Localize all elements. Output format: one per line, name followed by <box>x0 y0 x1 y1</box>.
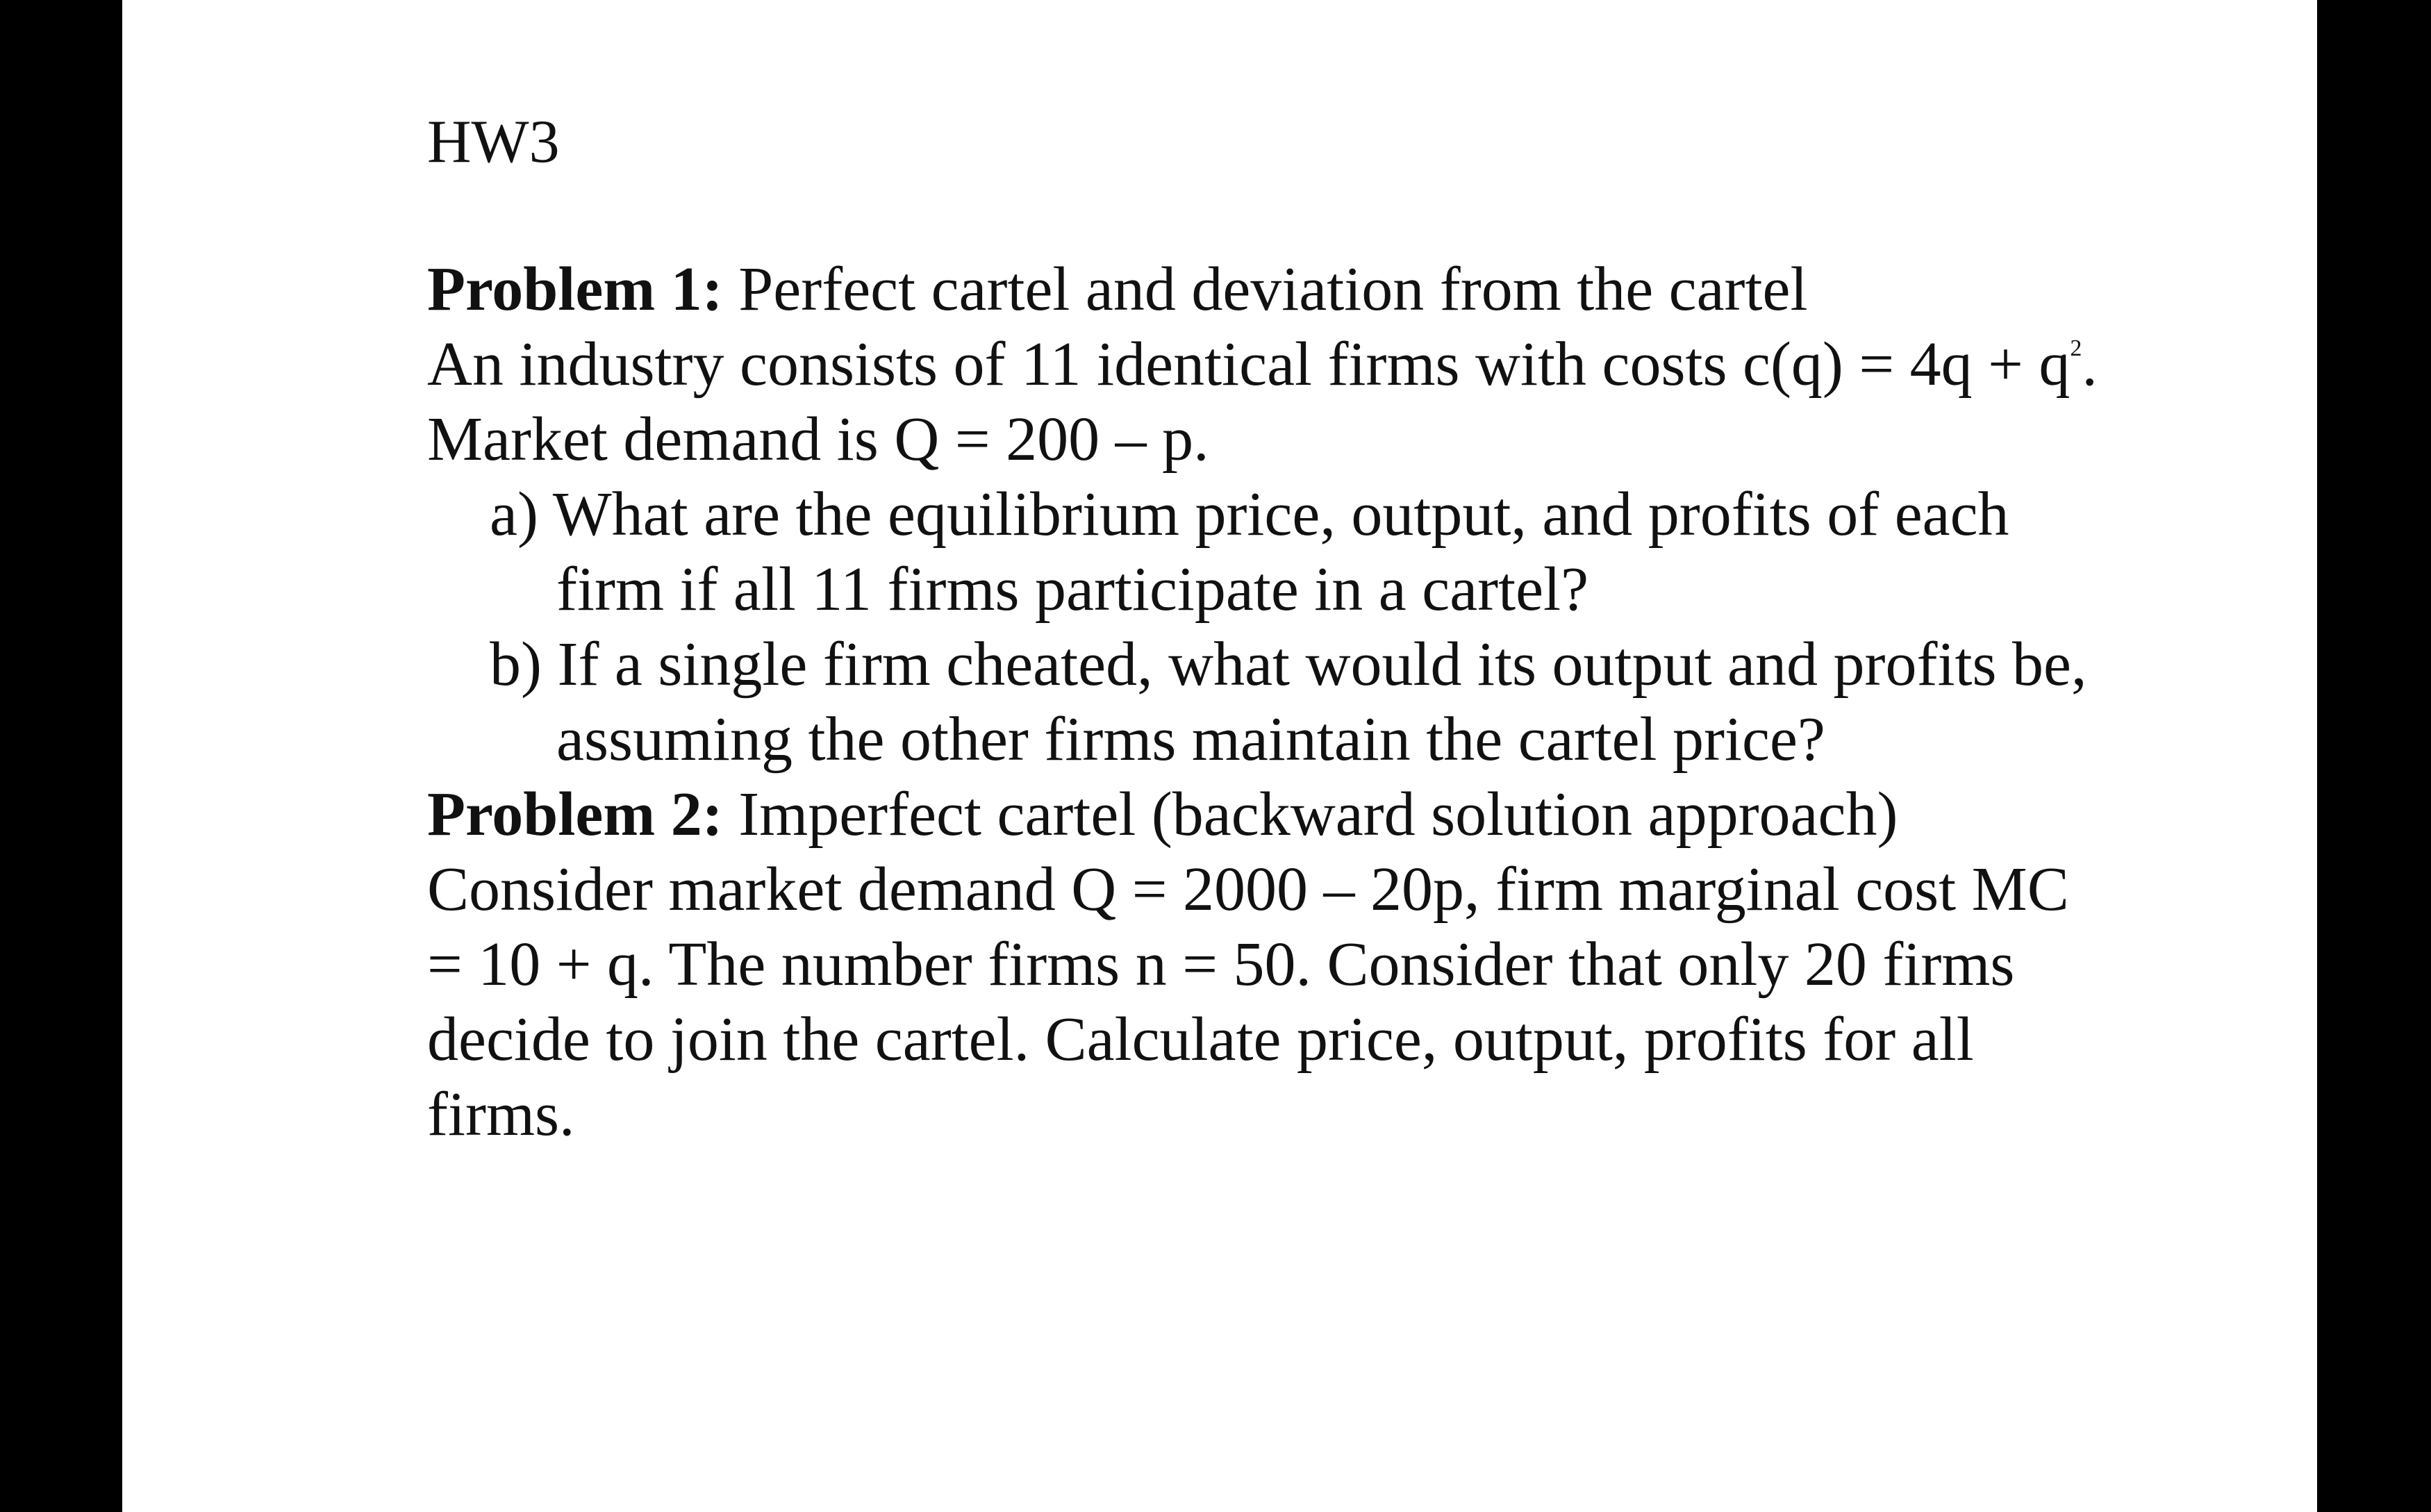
problem-2-line2: = 10 + q. The number firms n = 50. Consider that only 20 firms <box>427 930 2015 999</box>
document-title: HW3 <box>427 108 560 176</box>
problem-1-part-a-line2: firm if all 11 firms participate in a cartel? <box>556 555 1589 624</box>
problem-1-label: Problem 1: <box>427 255 723 324</box>
problem-2-line4: firms. <box>427 1080 575 1149</box>
problem-1-part-b-line2: assuming the other firms maintain the cartel price? <box>556 705 1825 774</box>
problem-1-heading-line <box>427 251 1807 328</box>
problem-2-label: Problem 2: <box>427 780 723 849</box>
cost-exponent: 2 <box>2070 335 2082 361</box>
problem-2-line1: Consider market demand Q = 2000 – 20p, firm marginal cost MC <box>427 855 2069 924</box>
document-page <box>122 0 2317 1512</box>
problem-2-line3: decide to join the cartel. Calculate price, output, profits for all <box>427 1005 1974 1074</box>
problem-1-title: Perfect cartel and deviation from the cartel <box>722 255 1808 324</box>
problem-2-heading-line <box>427 776 1898 853</box>
problem-1-cost-line <box>427 326 2098 403</box>
problem-1-part-a-line1: a) What are the equilibrium price, output, and profits of each <box>490 480 2009 549</box>
problem-1-cost-text: An industry consists of 11 identical firms with costs c(q) = 4q + q <box>427 330 2071 399</box>
problem-2-title: Imperfect cartel (backward solution approach) <box>722 780 1898 849</box>
cost-period: . <box>2082 330 2098 399</box>
problem-1-part-b-line1: b) If a single firm cheated, what would its output and profits be, <box>490 630 2087 699</box>
problem-1-demand-line: Market demand is Q = 200 – p. <box>427 405 1209 474</box>
